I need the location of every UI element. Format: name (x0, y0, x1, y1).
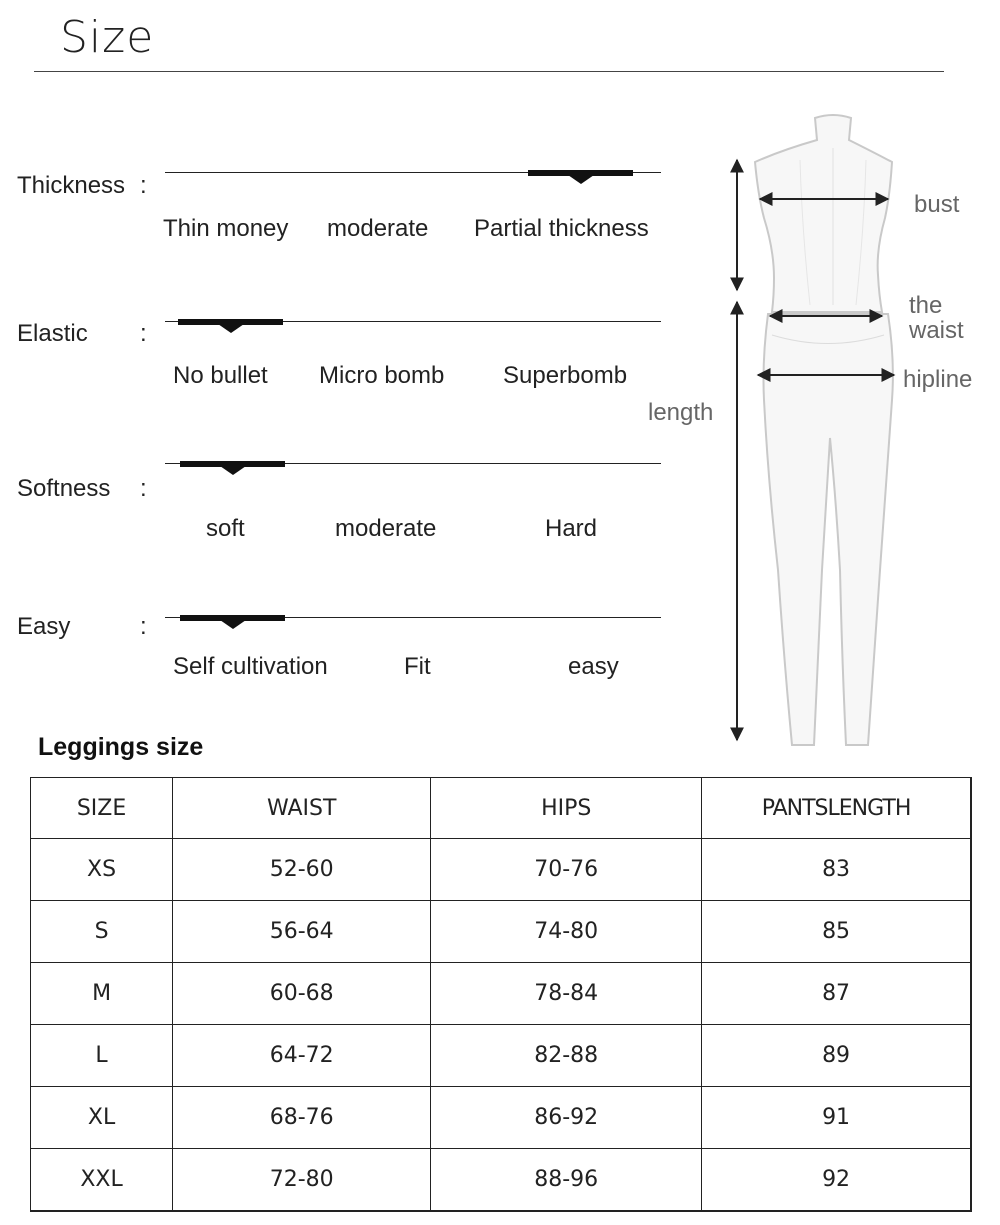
scale-option: Self cultivation (173, 653, 328, 680)
waist-label-line2: waist (909, 317, 964, 344)
table-cell: 89 (702, 1025, 971, 1087)
scale-marker (528, 170, 633, 176)
scale-option: Hard (545, 515, 598, 542)
column-header-waist: WAIST (173, 778, 431, 839)
table-cell: 91 (702, 1087, 971, 1149)
table-cell: 88-96 (431, 1149, 702, 1211)
attribute-label: Thickness (17, 172, 126, 199)
table-cell: L (31, 1025, 173, 1087)
table-row (31, 963, 972, 1025)
bust-label: bust (914, 191, 960, 218)
column-header-hips: HIPS (431, 778, 702, 839)
table-cell: M (31, 963, 173, 1025)
table-cell: S (31, 901, 173, 963)
column-header-pants-length: PANTSLENGTH (702, 778, 971, 839)
attribute-elastic (0, 309, 680, 389)
attribute-label: Softness (17, 475, 111, 502)
scale-option: Superbomb (503, 362, 628, 389)
scale-option: Thin money (163, 215, 289, 242)
scale-marker (180, 615, 285, 621)
table-row (31, 901, 972, 963)
scale-option: moderate (327, 215, 429, 242)
size-table (30, 777, 972, 1212)
table-cell: 85 (702, 901, 971, 963)
column-header-size: SIZE (31, 778, 173, 839)
table-row (31, 1149, 972, 1211)
scale-marker (178, 319, 283, 325)
attribute-colon: : (140, 172, 147, 199)
table-cell: XS (31, 839, 173, 901)
table-cell: 78-84 (431, 963, 702, 1025)
attribute-easy (0, 605, 680, 685)
table-row (31, 1087, 972, 1149)
table-cell: 68-76 (173, 1087, 431, 1149)
hipline-label: hipline (903, 366, 973, 393)
table-cell: XXL (31, 1149, 173, 1211)
attribute-colon: : (140, 613, 147, 640)
scale-option: Fit (404, 653, 431, 680)
table-cell: 52-60 (173, 839, 431, 901)
table-cell: 92 (702, 1149, 971, 1211)
table-cell: 87 (702, 963, 971, 1025)
table-cell: 64-72 (173, 1025, 431, 1087)
table-cell: 86-92 (431, 1087, 702, 1149)
table-cell: 83 (702, 839, 971, 901)
length-label: length (648, 399, 714, 426)
table-cell: 60-68 (173, 963, 431, 1025)
table-title: Leggings size (38, 733, 204, 761)
table-row (31, 1025, 972, 1087)
scale-marker (180, 461, 285, 467)
table-header-row (31, 778, 972, 839)
table-row (31, 839, 972, 901)
scale-option: soft (206, 515, 245, 542)
title-divider (34, 71, 944, 72)
table-cell: XL (31, 1087, 173, 1149)
table-cell: 56-64 (173, 901, 431, 963)
scale-option: No bullet (173, 362, 268, 389)
table-cell: 82-88 (431, 1025, 702, 1087)
table-cell: 74-80 (431, 901, 702, 963)
attribute-colon: : (140, 320, 147, 347)
scale-option: Partial thickness (474, 215, 649, 242)
page-title: Size (60, 12, 155, 63)
table-cell: 70-76 (431, 839, 702, 901)
mannequin-figure (640, 100, 1000, 760)
scale-option: moderate (335, 515, 437, 542)
table-cell: 72-80 (173, 1149, 431, 1211)
attribute-softness (0, 451, 680, 542)
attribute-colon: : (140, 475, 147, 502)
waist-label-line1: the (909, 292, 943, 319)
scale-option: easy (568, 653, 619, 680)
scale-option: Micro bomb (319, 362, 445, 389)
attribute-label: Easy (17, 613, 71, 640)
attribute-thickness (0, 160, 680, 240)
attribute-label: Elastic (17, 320, 88, 347)
